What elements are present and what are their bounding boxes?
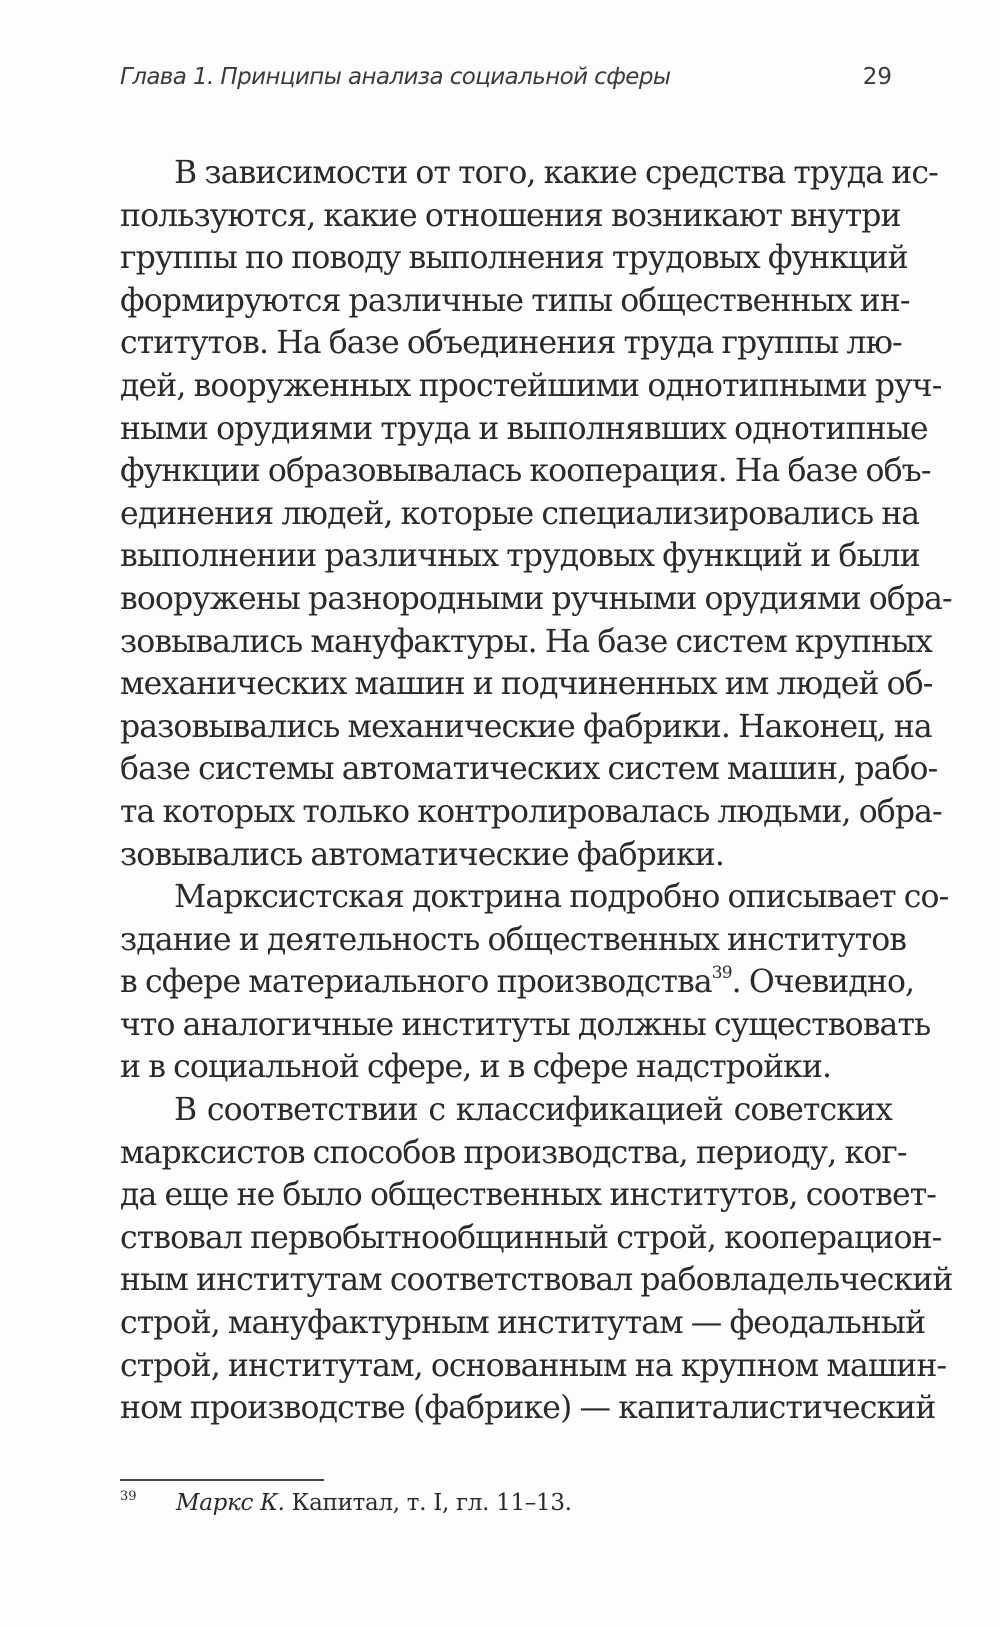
- footnote-number: 39: [120, 1489, 137, 1504]
- footnote-text: [176, 1486, 572, 1520]
- text-line: В зависимости от того, какие средства труда ис-: [174, 155, 938, 191]
- text-fragment: в сфере материального производства: [120, 964, 712, 1001]
- text-line: группы по поводу выполнения трудовых функций: [120, 240, 908, 277]
- text-line-with-footnote: [120, 961, 915, 1004]
- text-line: строй, мануфактурным институтам — феодальный: [120, 1305, 926, 1342]
- text-line: ным институтам соответствовал рабовладельческий: [120, 1262, 953, 1299]
- text-fragment: . Очевидно,: [731, 964, 915, 1001]
- footnote-author: Маркс К.: [176, 1490, 285, 1516]
- text-line: механических машин и подчиненных им людей об-: [120, 666, 933, 703]
- text-line: разовывались механические фабрики. Наконец, на: [120, 708, 932, 745]
- text-line: марксистов способов производства, периоду, ког-: [120, 1134, 907, 1171]
- text-line: В соответствии с классификацией советских: [174, 1092, 892, 1129]
- text-line: вооружены разнородными ручными орудиями обра-: [120, 580, 952, 617]
- text-line: пользуются, какие отношения возникают внутри: [120, 197, 901, 234]
- text-line: Марксистская доктрина подробно описывает со-: [174, 879, 949, 916]
- text-line: выполнении различных трудовых функций и были: [120, 538, 920, 575]
- text-line: формируются различные типы общественных ин-: [120, 282, 910, 319]
- footnote-reference[interactable]: 39: [711, 963, 732, 984]
- text-line: базе системы автоматических систем машин, рабо-: [120, 751, 938, 788]
- text-line: дей, вооруженных простейшими однотипными руч-: [120, 367, 942, 404]
- text-line: и в социальной сфере, и в сфере надстройки.: [120, 1049, 832, 1086]
- text-line: зовывались автоматические фабрики.: [120, 836, 724, 873]
- text-line: функции образовывалась кооперация. На базе объ-: [120, 453, 931, 490]
- text-line: ствовал первобытнообщинный строй, кооперацион-: [120, 1219, 942, 1256]
- body-text: [120, 152, 953, 1430]
- text-line: зовывались мануфактуры. На базе систем крупных: [120, 623, 932, 660]
- chapter-title: Глава 1. Принципы анализа социальной сферы: [120, 64, 671, 90]
- text-line: здание и деятельность общественных институтов: [120, 921, 907, 958]
- text-line: та которых только контролировалась людьми, обра-: [120, 793, 942, 830]
- running-header: [120, 60, 892, 100]
- footnote-source: Капитал, т. I, гл. 11–13.: [284, 1490, 572, 1516]
- text-line: ными орудиями труда и выполнявших однотипные: [120, 410, 928, 447]
- text-line: строй, институтам, основанным на крупном машин-: [120, 1347, 947, 1384]
- text-line: да еще не было общественных институтов, соответ-: [120, 1177, 936, 1214]
- text-line: ном производстве (фабрике) — капиталистический: [120, 1390, 936, 1427]
- page-number: 29: [862, 64, 892, 90]
- text-line: ститутов. На базе объединения труда группы лю-: [120, 325, 902, 362]
- text-line: единения людей, которые специализировались на: [120, 495, 920, 532]
- footnote-divider: [120, 1479, 324, 1481]
- text-line: что аналогичные институты должны существовать: [120, 1006, 931, 1043]
